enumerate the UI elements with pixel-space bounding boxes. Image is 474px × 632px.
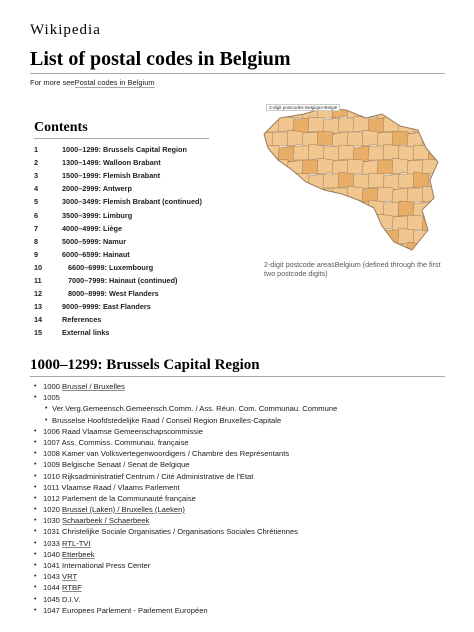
postal-code-item bbox=[34, 526, 454, 537]
place-link[interactable]: RTBF bbox=[62, 583, 82, 593]
postal-code: 1020 bbox=[43, 505, 60, 515]
map-region bbox=[302, 214, 320, 230]
postal-code-item bbox=[34, 560, 454, 571]
toc-item-number: 12 bbox=[34, 289, 43, 299]
postal-code-item bbox=[34, 459, 454, 470]
postal-code-item bbox=[34, 571, 454, 582]
map-region bbox=[293, 230, 311, 246]
map-region bbox=[422, 186, 440, 202]
map-region bbox=[362, 243, 380, 255]
map-region bbox=[368, 230, 386, 246]
page-title: List of postal codes in Belgium bbox=[30, 48, 291, 70]
postal-code-item bbox=[34, 471, 454, 482]
map-region bbox=[272, 244, 290, 255]
toc-item[interactable] bbox=[34, 248, 214, 261]
postal-code: 1012 bbox=[43, 493, 60, 503]
map-region bbox=[332, 215, 350, 230]
toc-item-label: References bbox=[62, 315, 102, 325]
toc-item-label: 6600–6999: Luxembourg bbox=[68, 262, 154, 272]
postal-code-item bbox=[34, 594, 454, 605]
postal-code-item bbox=[34, 381, 454, 392]
map-region bbox=[317, 216, 335, 231]
map-region bbox=[263, 172, 281, 188]
toc-item-number: 8 bbox=[34, 236, 39, 246]
postal-code: 1045 bbox=[43, 594, 60, 604]
toc-item-number: 11 bbox=[34, 275, 42, 285]
postal-code-item bbox=[34, 426, 454, 437]
table-of-contents bbox=[34, 120, 214, 339]
map-caption: 2-digit postcode areasBelgium (defined through the first two postcode digits) bbox=[264, 260, 441, 279]
postal-code: 1040 bbox=[43, 549, 60, 559]
place-name: Christelijke Sociale Organisaties / Organisations Sociales Chrétiennes bbox=[62, 527, 298, 537]
postal-code-item bbox=[34, 515, 454, 526]
place-link[interactable]: Schaarbeek / Schaerbeek bbox=[62, 516, 150, 526]
map-region bbox=[422, 104, 440, 119]
postal-code-item bbox=[34, 582, 454, 593]
map-region bbox=[262, 188, 275, 202]
place-link[interactable]: VRT bbox=[62, 572, 78, 582]
toc-item-number: 7 bbox=[34, 223, 39, 233]
map-region bbox=[428, 229, 440, 244]
toc-item-label: 1300–1499: Walloon Brabant bbox=[62, 158, 161, 168]
postal-code-item bbox=[34, 437, 454, 448]
postal-code: 1030 bbox=[43, 516, 60, 526]
toc-item-label: 3500–3999: Limburg bbox=[62, 210, 133, 220]
map-region bbox=[428, 202, 440, 216]
map-region bbox=[308, 230, 326, 244]
place-name: Europees Parlement - Parlement Européen bbox=[62, 605, 208, 615]
postal-map[interactable] bbox=[262, 100, 440, 255]
place-name: Rijksadministratief Centrum / Cité Administrative de l'Etat bbox=[62, 471, 254, 481]
map-region bbox=[302, 187, 320, 202]
hatnote-link[interactable]: Postal codes in Belgium bbox=[74, 78, 155, 87]
postal-code: 1033 bbox=[43, 538, 60, 548]
postal-code: 1043 bbox=[43, 572, 60, 582]
toc-item[interactable] bbox=[34, 156, 214, 169]
map-region bbox=[293, 173, 311, 188]
place-name: Parlement de la Communauté française bbox=[62, 493, 196, 503]
map-region bbox=[262, 242, 275, 255]
map-regions bbox=[262, 102, 440, 255]
toc-item-label: 8000–8999: West Flanders bbox=[68, 289, 159, 299]
toc-item[interactable] bbox=[34, 326, 214, 339]
toc-item[interactable] bbox=[34, 143, 214, 156]
toc-item[interactable] bbox=[34, 287, 214, 300]
toc-item-number: 9 bbox=[34, 249, 39, 259]
toc-item-number: 15 bbox=[34, 328, 43, 338]
toc-item-number: 13 bbox=[34, 302, 43, 312]
toc-item-label: 1500–1999: Flemish Brabant bbox=[62, 171, 161, 181]
toc-divider bbox=[34, 138, 209, 139]
map-region bbox=[338, 202, 356, 218]
map-region bbox=[362, 216, 380, 230]
place-name: Kamer van Volksvertegenwoordigers / Chambre des Représentants bbox=[62, 449, 290, 459]
postal-code: 1005 bbox=[43, 393, 60, 403]
toc-item[interactable] bbox=[34, 261, 214, 274]
toc-item-number: 14 bbox=[34, 315, 43, 325]
toc-item[interactable] bbox=[34, 208, 214, 221]
toc-item-label: 9000–9999: East Flanders bbox=[62, 302, 151, 312]
toc-item-number: 10 bbox=[34, 262, 43, 272]
toc-item-number: 4 bbox=[34, 184, 39, 194]
postal-code: 1006 bbox=[43, 426, 60, 436]
toc-item-label: 2000–2999: Antwerp bbox=[62, 184, 132, 194]
postal-code-item bbox=[34, 392, 454, 403]
map-region bbox=[353, 202, 371, 216]
postal-code-item bbox=[34, 549, 454, 560]
toc-item[interactable] bbox=[34, 274, 214, 287]
map-region bbox=[308, 202, 326, 217]
place-name: International Press Center bbox=[62, 561, 151, 570]
map-region bbox=[278, 174, 296, 189]
postal-code: 1011 bbox=[43, 482, 60, 492]
postal-code: 1041 bbox=[43, 561, 60, 570]
postal-code: 1031 bbox=[43, 527, 60, 537]
map-region bbox=[272, 216, 290, 232]
map-region bbox=[353, 229, 371, 244]
place-link[interactable]: Brussel / Bruxelles bbox=[62, 382, 125, 391]
section-title-brussels: 1000–1299: Brussels Capital Region bbox=[30, 357, 260, 373]
toc-item-number: 1 bbox=[34, 145, 39, 155]
postal-code: 1000 bbox=[43, 382, 60, 391]
toc-item[interactable] bbox=[34, 300, 214, 313]
map-region bbox=[302, 244, 320, 255]
hatnote-prefix: For more see bbox=[30, 78, 75, 87]
map-region bbox=[263, 230, 281, 245]
toc-list bbox=[34, 143, 214, 339]
toc-item-label: 1000–1299: Brussels Capital Region bbox=[62, 145, 187, 155]
postal-code-item bbox=[34, 482, 454, 493]
toc-item-label: 6000–6599: Hainaut bbox=[62, 249, 130, 259]
place-name: D.I.V. bbox=[62, 594, 81, 604]
map-label: 2-digit postcodes Belgique-België bbox=[266, 104, 340, 111]
place-link[interactable]: Etterbeek bbox=[62, 549, 95, 559]
section-divider bbox=[30, 376, 445, 377]
toc-item-number: 6 bbox=[34, 210, 39, 220]
postal-code-subitem bbox=[34, 403, 454, 414]
map-region bbox=[262, 215, 275, 230]
place-link[interactable]: RTL-TVI bbox=[62, 538, 91, 548]
map-region bbox=[263, 202, 281, 218]
place-name: Ass. Commiss. Communau. française bbox=[61, 437, 189, 447]
postal-code-item bbox=[34, 493, 454, 504]
toc-item[interactable] bbox=[34, 235, 214, 248]
toc-item-label: External links bbox=[62, 328, 110, 338]
toc-item[interactable] bbox=[34, 313, 214, 326]
postal-code: 1010 bbox=[43, 471, 60, 481]
place-name: Raad Vlaamse Gemeenschapscommissie bbox=[62, 426, 203, 436]
toc-item-number: 2 bbox=[34, 158, 39, 168]
map-region bbox=[287, 216, 305, 230]
belgium-map-image bbox=[262, 100, 440, 255]
toc-item-label: 5000–5999: Namur bbox=[62, 236, 127, 246]
map-region bbox=[272, 186, 290, 202]
map-region bbox=[347, 244, 365, 255]
postal-code: 1044 bbox=[43, 583, 60, 593]
postal-code-item bbox=[34, 448, 454, 459]
map-region bbox=[347, 216, 365, 232]
map-region bbox=[323, 228, 341, 244]
postal-code: 1008 bbox=[43, 449, 60, 459]
map-region bbox=[293, 200, 311, 216]
toc-item[interactable] bbox=[34, 195, 214, 208]
postal-code-list bbox=[34, 381, 454, 616]
toc-item-label: 7000–7999: Hainaut (continued) bbox=[68, 275, 178, 285]
map-region bbox=[338, 230, 356, 245]
toc-item-label: 3000–3499: Flemish Brabant (continued) bbox=[62, 197, 202, 207]
map-region bbox=[262, 160, 275, 175]
map-region bbox=[323, 201, 341, 216]
map-region bbox=[377, 244, 395, 255]
title-divider bbox=[30, 73, 445, 74]
map-region bbox=[407, 102, 425, 118]
map-region bbox=[422, 244, 440, 255]
toc-item-number: 3 bbox=[34, 171, 39, 181]
place-name: Brusselse Hoofdstedelijke Raad / Conseil Region Bruxelles-Capitale bbox=[52, 415, 282, 425]
toc-item[interactable] bbox=[34, 169, 214, 182]
map-region bbox=[287, 243, 305, 255]
map-region bbox=[332, 242, 350, 255]
postal-code: 1009 bbox=[43, 460, 60, 470]
map-region bbox=[392, 104, 410, 118]
map-region bbox=[278, 229, 296, 244]
map-region bbox=[428, 116, 440, 132]
postal-code-item bbox=[34, 538, 454, 549]
place-link[interactable]: Brussel (Laken) / Bruxelles (Laeken) bbox=[62, 505, 185, 515]
map-region bbox=[278, 202, 296, 216]
toc-title: Contents bbox=[34, 120, 88, 135]
postal-code: 1047 bbox=[43, 605, 60, 615]
toc-item-number: 5 bbox=[34, 197, 39, 207]
place-name: Belgische Senaat / Senat de Belgique bbox=[62, 460, 190, 470]
postal-code-subitem bbox=[34, 415, 454, 426]
toc-item[interactable] bbox=[34, 182, 214, 195]
place-name: Ver.Verg.Gemeensch.Gemeensch.Comm. / Ass. Réun. Com. Communau. Commune bbox=[52, 404, 338, 414]
postal-code-item bbox=[34, 605, 454, 616]
place-name: Vlaamse Raad / Vlaams Parlement bbox=[61, 482, 180, 492]
postal-code-item bbox=[34, 504, 454, 515]
postal-code: 1007 bbox=[43, 437, 60, 447]
toc-item[interactable] bbox=[34, 222, 214, 235]
map-region bbox=[317, 244, 335, 255]
wikipedia-logo[interactable]: Wikipedia bbox=[30, 22, 101, 38]
map-region bbox=[287, 188, 305, 203]
toc-item-label: 4000–4999: Liège bbox=[62, 223, 123, 233]
hatnote bbox=[30, 78, 155, 87]
